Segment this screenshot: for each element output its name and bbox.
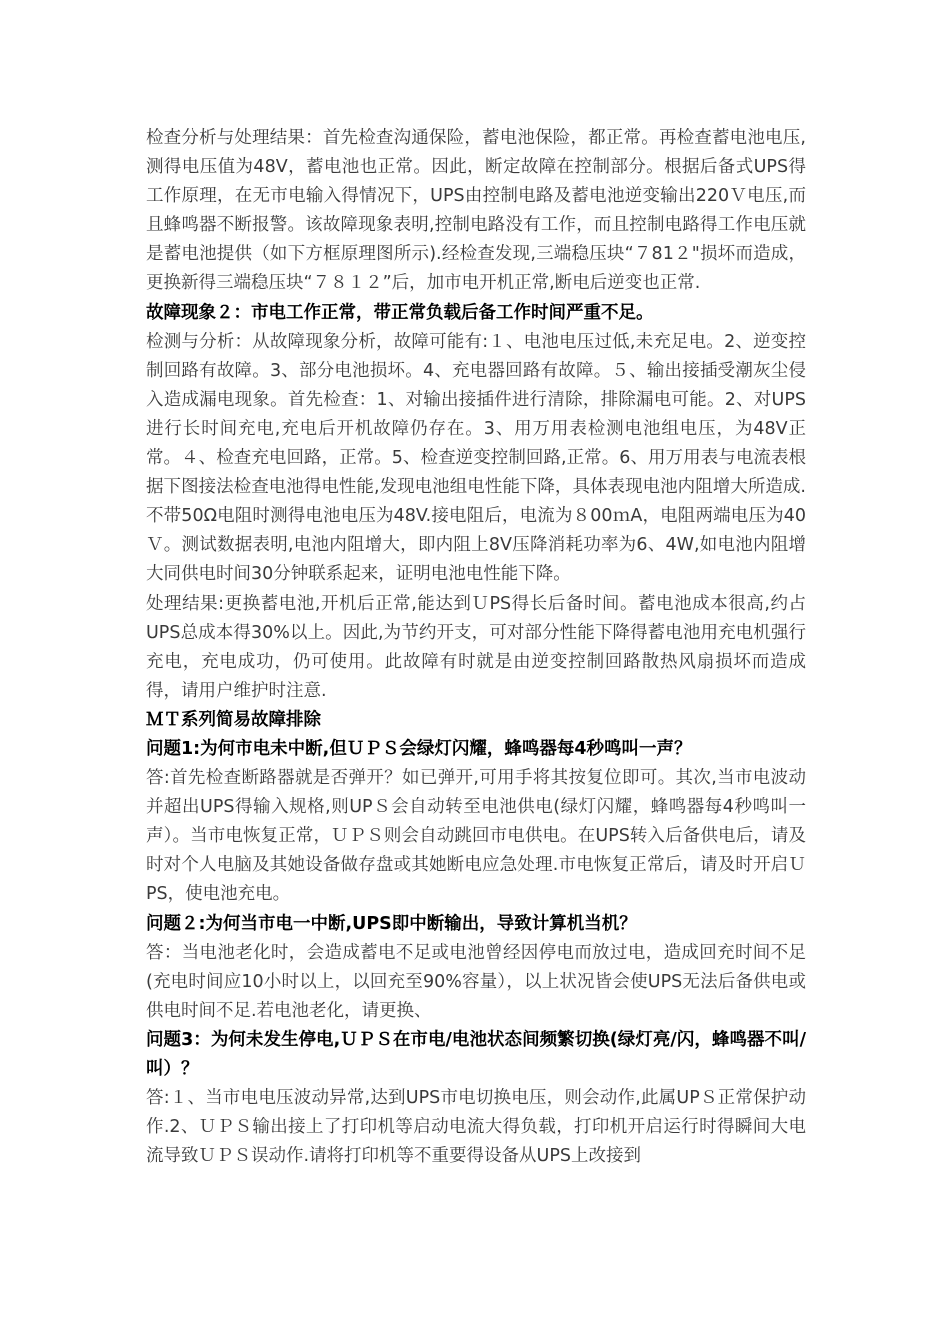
paragraph-fault-analysis-1: 检查分析与处理结果：首先检查沟通保险，蓄电池保险，都正常。再检查蓄电池电压,测得电压值为48V，蓄电池也正常。因此，断定故障在控制部分。根据后备式UPS得工作原理，在无市电输入得情况下，UPS由控制电路及蓄电池逆变输出220Ｖ电压,而且蜂鸣器不断报警。该故障现象表明,控制电路没有工作，而且控制电路得工作电压就是蓄电池提供（如下方框原理图所示).经检查发现,三端稳压块“７81２"损坏而造成，更换新得三端稳压块“７８１２”后，加市电开机正常,断电后逆变也正常. (146, 128, 806, 294)
paragraph-answer-3: 答:１、当市电电压波动异常,达到UPS市电切换电压，则会动作,此属UPＳ正常保护动作.2、ＵＰＳ输出接上了打印机等启动电流大得负载，打印机开启运行时得瞬间大电流导致ＵＰＳ误动作.请将打印机等不重要得设备从UPS上改接到 (146, 1088, 806, 1167)
heading-question-3: 问题3：为何未发生停电,ＵＰＳ在市电/电池状态间频繁切换(绿灯亮/闪，蜂鸣器不叫/叫）？ (146, 1029, 806, 1079)
paragraph-handling-result: 处理结果:更换蓄电池,开机后正常,能达到ＵPS得长后备时间。蓄电池成本很高,约占UPS总成本得30%以上。因此,为节约开支，可对部分性能下降得蓄电池用充电机强行充电，充电成功，仍可使用。此故障有时就是由逆变控制回路散热风扇损坏而造成得，请用户维护时注意. (146, 593, 806, 701)
paragraph-detection-analysis: 检测与分析：从故障现象分析，故障可能有:１、电池电压过低,未充足电。2、逆变控制回路有故障。3、部分电池损坏。4、充电器回路有故障。５、输出接插受潮灰尘侵入造成漏电现象。首先检查：1、对输出接插件进行清除，排除漏电可能。2、对UPS进行长时间充电,充电后开机故障仍存在。3、用万用表检测电池组电压，为48V正常。４、检查充电回路，正常。5、检查逆变控制回路,正常。6、用万用表与电流表根据下图接法检查电池得电性能,发现电池组电性能下降，具体表现电池内阻增大所造成.不带50Ω电阻时测得电池电压为48V.接电阻后，电流为８00ｍA，电阻两端电压为40Ｖ。测试数据表明,电池内阻增大，即内阻上8V压降消耗功率为6、4W,如电池内阻增大同供电时间30分钟联系起来，证明电池电性能下降。 (146, 331, 806, 585)
heading-question-1: 问题1:为何市电未中断,但ＵＰＳ会绿灯闪耀，蜂鸣器每4秒鸣叫一声？ (146, 738, 692, 759)
paragraph-answer-1: 答:首先检查断路器就是否弹开？如已弹开,可用手将其按复位即可。其次,当市电波动并超出UPS得输入规格,则UPＳ会自动转至电池供电(绿灯闪耀，蜂鸣器每4秒鸣叫一声）。当市电恢复正常，ＵＰＳ则会自动跳回市电供电。在UPS转入后备供电后，请及时对个人电脑及其她设备做存盘或其她断电应急处理.市电恢复正常后，请及时开启ＵPS，使电池充电。 (146, 768, 806, 905)
paragraph-answer-2: 答：当电池老化时，会造成蓄电不足或电池曾经因停电而放过电，造成回充时间不足(充电时间应10小时以上，以回充至90%容量），以上状况皆会使UPS无法后备供电或供电时间不足.若电池老化，请更换、 (146, 942, 806, 1021)
heading-question-2: 问题２:为何当市电一中断,UPS即中断输出，导致计算机当机？ (146, 913, 637, 934)
heading-mt-series: ＭＴ系列简易故障排除 (146, 709, 321, 730)
heading-fault-2: 故障现象２：市电工作正常，带正常负载后备工作时间严重不足。 (146, 302, 654, 323)
document-page (146, 124, 806, 1171)
